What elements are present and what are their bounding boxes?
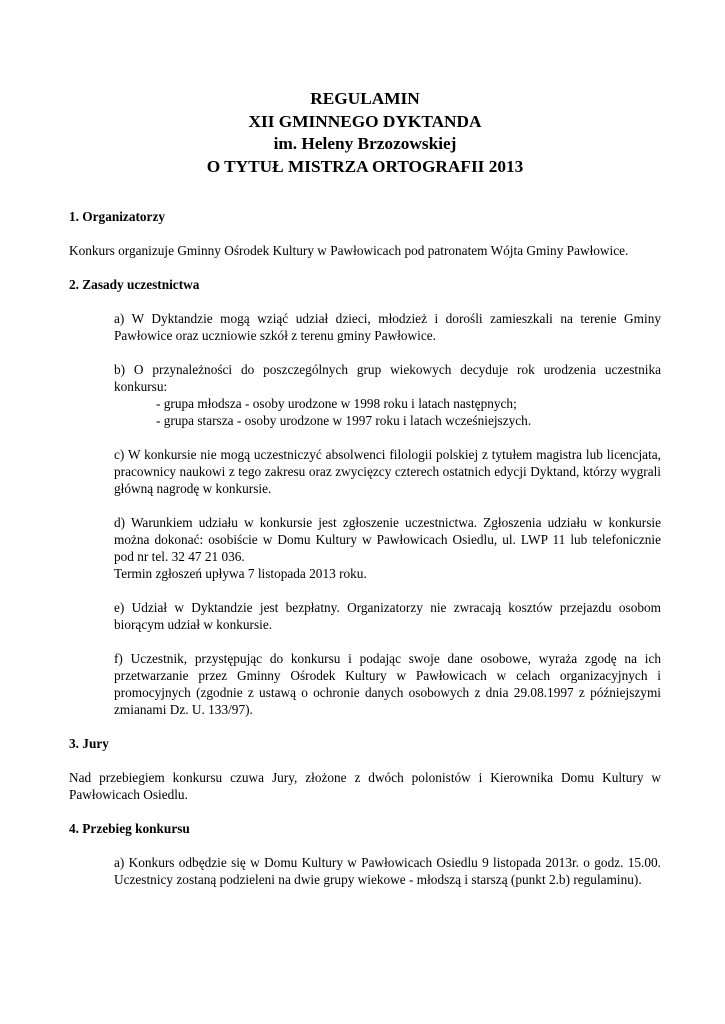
section-4-heading: 4. Przebieg konkursu xyxy=(69,821,190,836)
section-2-point-d-deadline: Termin zgłoszeń upływa 7 listopada 2013 roku. xyxy=(114,566,367,581)
section-2-point-d-text: d) Warunkiem udziału w konkursie jest zgłoszenie uczestnictwa. Zgłoszenia udziału w konkursie można dokonać: osobiście w Domu Kultury w Pawłowicach Osiedlu, ul. LWP 11 lub telefonicznie pod nr tel. 32 47 21 036. xyxy=(114,515,661,564)
section-2-heading: 2. Zasady uczestnictwa xyxy=(69,277,200,292)
section-2-point-c: c) W konkursie nie mogą uczestniczyć absolwenci filologii polskiej z tytułem magistra lub licencjata, pracownicy naukowi z tego zakresu oraz zwycięzcy czterech ostatnich edycji Dyktand, którzy wygrali główną nagrodę w konkursie. xyxy=(114,447,661,496)
title-line-1: REGULAMIN xyxy=(310,89,420,108)
section-3-paragraph: Nad przebiegiem konkursu czuwa Jury, złożone z dwóch polonistów i Kierownika Domu Kultury w Pawłowicach Osiedlu. xyxy=(69,770,661,802)
section-3-heading: 3. Jury xyxy=(69,736,109,751)
title-line-4: O TYTUŁ MISTRZA ORTOGRAFII 2013 xyxy=(206,156,524,176)
section-1-heading: 1. Organizatorzy xyxy=(69,209,166,224)
section-2-point-f: f) Uczestnik, przystępując do konkursu i podając swoje dane osobowe, wyraża zgodę na ich przetwarzanie przez Gminny Ośrodek Kultury w Pawłowicach w celach organizacyjnych i promocyjnych (zgodnie z ustawą o ochronie danych osobowych z dnia 29.08.1997 z późniejszymi zmianami Dz. U. 133/97). xyxy=(114,651,661,717)
section-2-point-b-item-2: - grupa starsza - osoby urodzone w 1997 roku i latach wcześniejszych. xyxy=(156,413,532,428)
section-4-point-a: a) Konkurs odbędzie się w Domu Kultury w Pawłowicach Osiedlu 9 listopada 2013r. o godz. 15.00. Uczestnicy zostaną podzieleni na dwie grupy wiekowe - młodszą i starszą (punkt 2.b) regulaminu). xyxy=(114,855,661,887)
section-2-point-b xyxy=(114,361,661,429)
section-2-point-a: a) W Dyktandzie mogą wziąć udział dzieci, młodzież i dorośli zamieszkali na terenie Gminy Pawłowice oraz uczniowie szkół z terenu gminy Pawłowice. xyxy=(114,311,661,343)
document-title xyxy=(69,88,661,178)
section-1-paragraph: Konkurs organizuje Gminny Ośrodek Kultury w Pawłowicach pod patronatem Wójta Gminy Pawłowice. xyxy=(69,243,629,258)
title-line-3: im. Heleny Brzozowskiej xyxy=(273,134,457,153)
title-line-2: XII GMINNEGO DYKTANDA xyxy=(248,111,482,131)
section-2-point-e: e) Udział w Dyktandzie jest bezpłatny. Organizatorzy nie zwracają kosztów przejazdu osobom biorącym udział w konkursie. xyxy=(114,600,661,632)
section-2-point-d xyxy=(114,514,661,582)
section-2-point-b-text: b) O przynależności do poszczególnych grup wiekowych decyduje rok urodzenia uczestnika konkursu: xyxy=(114,362,661,394)
section-2-point-b-item-1: - grupa młodsza - osoby urodzone w 1998 roku i latach następnych; xyxy=(156,396,517,411)
